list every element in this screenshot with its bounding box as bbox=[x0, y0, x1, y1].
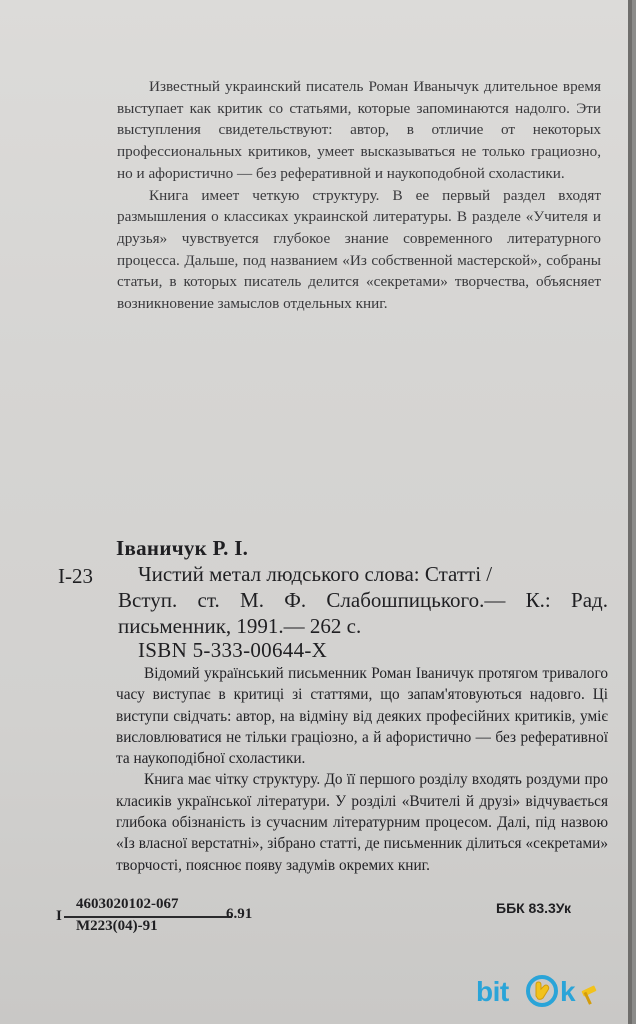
imprint-prefix: І bbox=[56, 908, 62, 924]
ukrainian-annotation bbox=[116, 663, 608, 876]
catalog-author: Іваничук Р. І. bbox=[116, 536, 249, 560]
page-edge bbox=[628, 0, 632, 1024]
catalog-title-rest: Вступ. ст. М. Ф. Слабошпицького.— К.: Рад. письменник, 1991.— 262 с. bbox=[118, 588, 608, 638]
imprint-numerator: 4603020102-067 bbox=[76, 896, 179, 912]
bbk-code: ББК 83.3Ук bbox=[496, 900, 571, 916]
imprint-fraction bbox=[76, 896, 179, 940]
ru-paragraph-2: Книга имеет четкую структуру. В ее первый раздел входят размышления о классиках украинской литературы. В разделе «Учителя и друзья» чувствуется глубокое знание современного литературного процесса. Дальше, под названием «Из собственной мастерской», собраны статьи, в которых писатель делится «секретами» творчества, объясняет возникновение замыслов отдельных книг. bbox=[117, 186, 601, 313]
uk-paragraph-2: Книга має чітку структуру. До її першого розділу входять роздуми про класиків української літератури. У розділі «Вчителі й друзі» відчувається глибока обізнаність із сучасним літературним процесом. Далі, під назвою «Із власної верстатні», зібрано статті, де письменник ділиться «секретами» творчості, пояснює появу задумів окремих книг. bbox=[116, 771, 608, 874]
watermark-svg bbox=[474, 968, 604, 1012]
watermark-logo bbox=[474, 968, 604, 1012]
ru-paragraph-1: Известный украинский писатель Роман Иванычук длительное время выступает как критик со статьями, которые запоминаются надолго. Эти выступления свидетельствуют: автор, в отличие от некоторых профессиональных критиков, умеет высказываться не только грациозно, но и афористично — без реферативной и наукоподобной схоластики. bbox=[117, 78, 601, 182]
imprint-price: 6.91 bbox=[226, 906, 253, 922]
catalog-title-line1: Чистий метал людського слова: Статті / bbox=[138, 562, 493, 586]
hand-o-icon bbox=[528, 977, 556, 1005]
watermark-text-right: k bbox=[560, 976, 576, 1007]
catalog-title bbox=[118, 561, 608, 639]
russian-annotation bbox=[117, 76, 601, 315]
catalog-index: І-23 bbox=[58, 564, 93, 588]
uk-paragraph-1: Відомий український письменник Роман Іваничук протягом тривалого часу виступає в критиці зі статтями, що запам'ятовуються надовго. Ці виступи свідчать: автор, на відміну від деяких професійних критиків, уміє висловлюватися не тільки граціозно, а й афористично — без реферативної та наукоподібної схоластики. bbox=[116, 665, 608, 768]
imprint-denominator: М223(04)-91 bbox=[76, 918, 158, 934]
isbn: ISBN 5-333-00644-X bbox=[138, 638, 328, 662]
watermark-text-left: bit bbox=[476, 976, 509, 1007]
hammer-icon bbox=[581, 985, 596, 1004]
fraction-rule bbox=[64, 916, 232, 918]
